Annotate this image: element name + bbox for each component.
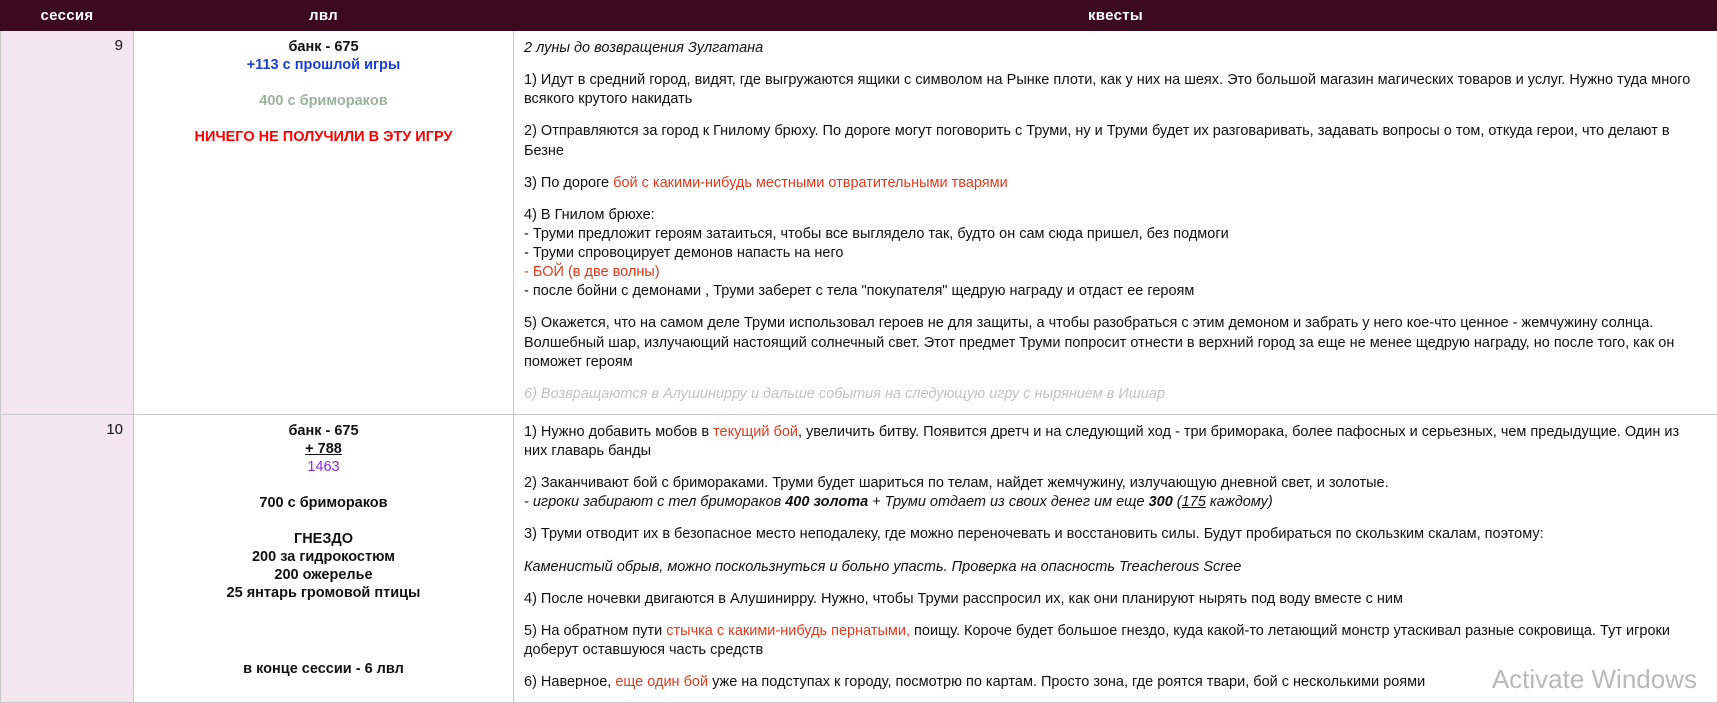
quest-item-1: 1) Идут в средний город, видят, где выгружаются ящики с символом на Рынке плоти, как у них на шеях. Это большой магазин магических товаров и услуг. Нужно туда много всякого крутого накидать xyxy=(524,71,1705,109)
table-header-row xyxy=(1,1,1717,31)
loot-mid: + Труми отдает из своих денег им еще xyxy=(868,494,1148,510)
bank-amount: банк - 675 xyxy=(144,423,503,439)
spacer xyxy=(144,111,503,129)
quest-item-5-highlight: стычка с какими-нибудь пернатыми, xyxy=(666,623,910,639)
nest-title: ГНЕЗДО xyxy=(144,531,503,547)
column-header-lvl: лвл xyxy=(134,1,514,31)
bank-delta: +113 с прошлой игры xyxy=(144,57,503,73)
quest-item-1-pre: 1) Нужно добавить мобов в xyxy=(524,424,713,440)
quest-item-1 xyxy=(524,423,1705,461)
quest-item-4-b: - Труми спровоцирует демонов напасть на него xyxy=(524,244,1705,263)
session-number: 9 xyxy=(1,31,134,415)
quest-item-6-post: уже на подступах к городу, посмотрю по картам. Просто зона, где роятся твари, бой с несколькими роями xyxy=(708,674,1425,690)
quest-item-2: 2) Отправляются за город к Гнилому брюху. По дороге могут поговорить с Труми, ну и Труми будет их разговаривать, задавать вопросы о том, откуда герои, что делают в Безне xyxy=(524,122,1705,160)
loot-extra: 300 xyxy=(1149,494,1173,510)
bank-amount: банк - 675 xyxy=(144,39,503,55)
quest-item-2-text: 2) Заканчивают бой с бримораками. Труми будет шариться по телам, найдет жемчужину, излучающую дневной свет, и золотые. xyxy=(524,474,1705,493)
quest-item-6: 6) Возвращаются в Алушинирру и дальше события на следующую игру с нырянием в Ишиар xyxy=(524,385,1705,404)
nest-item-amber: 25 янтарь громовой птицы xyxy=(144,585,503,601)
quest-item-1-highlight: текущий бой xyxy=(713,424,798,440)
loot-paren-open: ( xyxy=(1173,494,1182,510)
spacer xyxy=(144,513,503,531)
quest-item-6-pre: 6) Наверное, xyxy=(524,674,615,690)
quest-item-4 xyxy=(524,206,1705,302)
bank-plus: + 788 xyxy=(144,441,503,457)
quest-item-5-pre: 5) На обратном пути xyxy=(524,623,666,639)
quest-item-3-check: Каменистый обрыв, можно поскользнуться и больно упасть. Проверка на опасность Treacherous Scree xyxy=(524,558,1705,577)
nothing-received-note: НИЧЕГО НЕ ПОЛУЧИЛИ В ЭТУ ИГРУ xyxy=(144,129,503,145)
quest-item-3 xyxy=(524,174,1705,193)
session-end-level: в конце сессии - 6 лвл xyxy=(144,661,503,677)
quest-item-2 xyxy=(524,474,1705,512)
spacer xyxy=(144,477,503,495)
table-row xyxy=(1,31,1717,415)
session-number: 10 xyxy=(1,414,134,702)
loot-gold: 400 золота xyxy=(785,494,868,510)
column-header-quests: квесты xyxy=(514,1,1717,31)
quest-intro: 2 луны до возвращения Зулгатана xyxy=(524,39,1705,58)
quest-item-2-loot xyxy=(524,493,1705,512)
quest-item-3-highlight: бой с какими-нибудь местными отвратительными тварями xyxy=(613,175,1008,191)
spacer xyxy=(144,75,503,93)
lvl-cell-session-10 xyxy=(134,414,514,702)
quest-item-4-a: - Труми предложит героям затаиться, чтобы все выглядело так, будто он сам сюда пришел, без подмоги xyxy=(524,225,1705,244)
quest-item-4-title: 4) В Гнилом брюхе: xyxy=(524,206,1705,225)
lvl-cell-session-9 xyxy=(134,31,514,415)
nest-item-necklace: 200 ожерелье xyxy=(144,567,503,583)
spacer xyxy=(144,603,503,661)
quest-item-3: 3) Труми отводит их в безопасное место неподалеку, где можно переночевать и восстановить силы. Будут пробираться по скользким скалам, поэтому: xyxy=(524,525,1705,544)
quest-item-4: 4) После ночевки двигаются в Алушинирру. Нужно, чтобы Труми расспросил их, как они планируют нырять под воду вместе с ним xyxy=(524,590,1705,609)
quest-item-5-post: поищу. Короче будет большое гнездо, куда какой-то летающий монстр утаскивал разные сокровища. Тут игроки доберут оставшуюся часть средств xyxy=(524,623,1670,658)
column-header-session: сессия xyxy=(1,1,134,31)
quest-item-6-highlight: еще один бой xyxy=(615,674,708,690)
bank-total: 1463 xyxy=(144,459,503,475)
quest-item-6 xyxy=(524,673,1705,692)
loot-per-player: 175 xyxy=(1182,494,1206,510)
nest-item-wetsuit: 200 за гидрокостюм xyxy=(144,549,503,565)
quest-item-5: 5) Окажется, что на самом деле Труми использовал героев не для защиты, а чтобы разобраться с этим демоном и забрать у него кое-что ценное - жемчужину солнца. Волшебный шар, излучающий настоящий солнечный свет. Этот предмет Труми попросит отнести в верхний город за еще не менее щедрую награду, но после того, как он поможет героям xyxy=(524,314,1705,371)
loot-paren-close: каждому) xyxy=(1206,494,1273,510)
brimorak-loot: 400 с бриморакoв xyxy=(144,93,503,109)
activate-windows-watermark: Activate Windows xyxy=(1492,664,1697,695)
brimorak-loot: 700 с бримораков xyxy=(144,495,503,511)
loot-pre: - игроки забирают с тел бримораков xyxy=(524,494,785,510)
quest-item-1-post: , увеличить битву. Появится дретч и на следующий ход - три бриморака, более пафосных и серьезных, чем предыдущие. Один из них главарь банды xyxy=(524,424,1679,459)
quests-cell-session-10 xyxy=(514,414,1717,702)
quest-item-4-c: - БОЙ (в две волны) xyxy=(524,263,1705,282)
table-row xyxy=(1,414,1717,702)
quest-item-3-text: 3) По дороге xyxy=(524,175,613,191)
quest-item-4-d: - после бойни с демонами , Труми заберет с тела "покупателя" щедрую награду и отдаст ее героям xyxy=(524,282,1705,301)
quest-item-5 xyxy=(524,622,1705,660)
quests-cell-session-9 xyxy=(514,31,1717,415)
